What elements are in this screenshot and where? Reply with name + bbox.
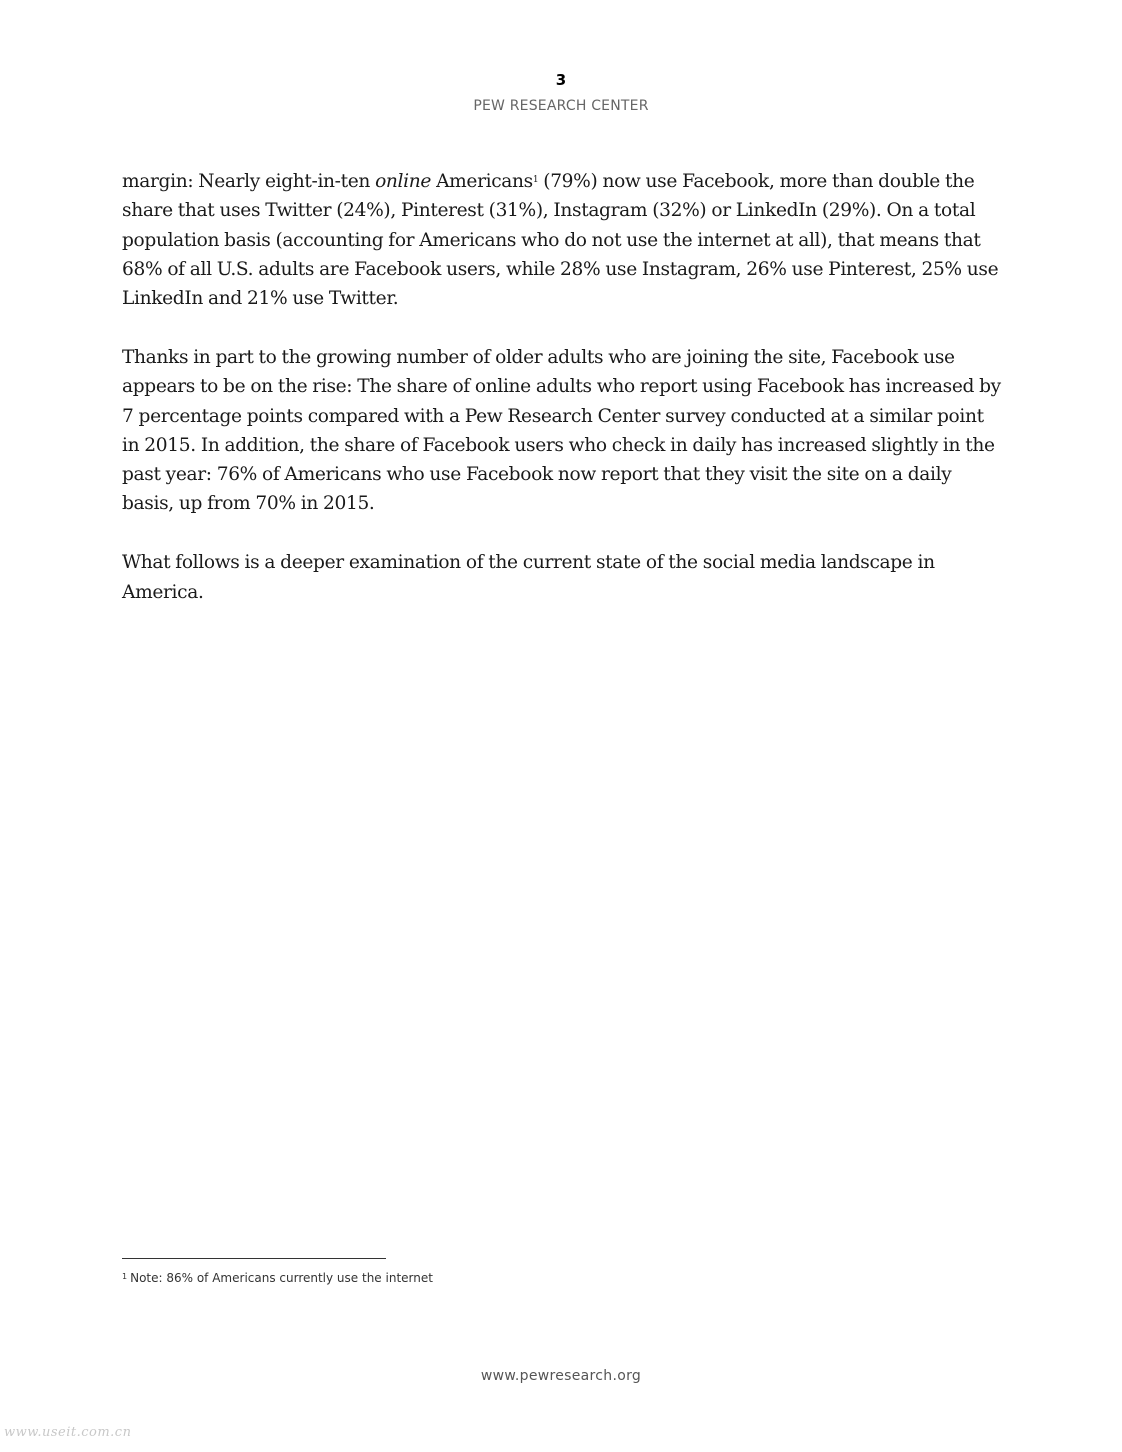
footnote bbox=[122, 1271, 433, 1285]
organization-header: PEW RESEARCH CENTER bbox=[473, 98, 649, 114]
paragraph-2: Thanks in part to the growing number of older adults who are joining the site, Facebook use appears to be on the rise: The share of online adults who report using Facebook has increased by 7 percentage points compared with a Pew Research Center survey conducted at a similar point in 2015. In addition, the share of Facebook users who check in daily has increased slightly in the past year: 76% of Americans who use Facebook now report that they visit the site on a daily basis, up from 70% in 2015. bbox=[122, 346, 1001, 515]
footnote-reference[interactable]: 1 bbox=[532, 175, 539, 185]
body-text bbox=[122, 167, 1002, 636]
paragraph-3: What follows is a deeper examination of the current state of the social media landscape in America. bbox=[122, 552, 935, 603]
paragraph-1 bbox=[122, 167, 1002, 313]
paragraph-1-italic-word: online bbox=[375, 171, 432, 192]
watermark: www.useit.com.cn bbox=[4, 1425, 132, 1440]
footnote-marker: 1 bbox=[122, 1272, 128, 1281]
page-number: 3 bbox=[555, 71, 567, 89]
footnote-divider bbox=[122, 1258, 386, 1259]
footer-url[interactable]: www.pewresearch.org bbox=[480, 1368, 642, 1384]
paragraph-1-americans: Americans bbox=[431, 171, 533, 192]
footnote-text: Note: 86% of Americans currently use the internet bbox=[130, 1271, 433, 1285]
paragraph-1-rest: (79%) now use Facebook, more than double the share that uses Twitter (24%), Pinterest (31%), Instagram (32%) or LinkedIn (29%). On a total population basis (accounting for Americans who do not use the internet at all), that means that 68% of all U.S. adults are Facebook users, while 28% use Instagram, 26% use Pinterest, 25% use LinkedIn and 21% use Twitter. bbox=[122, 171, 999, 310]
paragraph-1-lead: margin: Nearly eight-in-ten bbox=[122, 171, 376, 192]
